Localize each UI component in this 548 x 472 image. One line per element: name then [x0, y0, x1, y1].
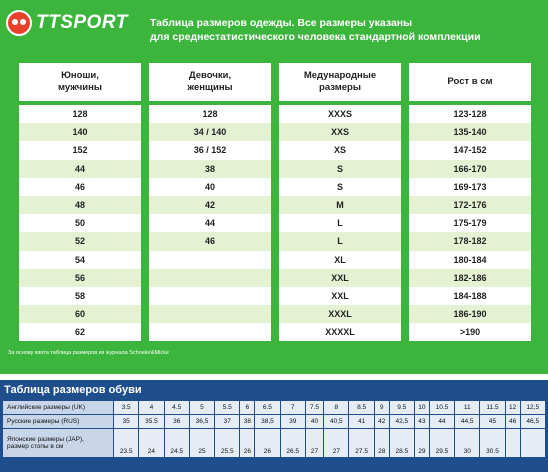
shoe-size-cell: 30.5	[480, 429, 504, 457]
table-cell: 135-140	[409, 123, 531, 141]
shoe-size-cell: 23.5	[114, 429, 138, 457]
table-cell: M	[279, 196, 401, 214]
shoe-size-cell: 35	[114, 415, 138, 428]
shoe-size-cell: 9	[375, 401, 389, 414]
column-cells	[149, 105, 271, 341]
table-cell: 166-170	[409, 160, 531, 178]
table-cell	[149, 269, 271, 287]
column-women	[149, 63, 271, 341]
column-cells	[409, 105, 531, 341]
table-cell: 34 / 140	[149, 123, 271, 141]
shoe-size-cell: 27	[324, 429, 348, 457]
table-cell: XXXXL	[279, 323, 401, 341]
shoe-size-cell: 24.5	[165, 429, 189, 457]
column-international	[279, 63, 401, 341]
shoe-size-cell: 7	[281, 401, 305, 414]
title-line-2: для среднестатистического человека стандартной комплекции	[150, 31, 481, 43]
table-cell: 123-128	[409, 105, 531, 123]
row-label: Английские размеры (UK)	[3, 401, 113, 414]
shoe-size-cell: 10.5	[430, 401, 454, 414]
shoe-row-jap	[3, 429, 545, 457]
shoe-row-uk	[3, 401, 545, 414]
table-cell: 50	[19, 214, 141, 232]
shoe-size-cell: 24	[139, 429, 163, 457]
table-cell: 175-179	[409, 214, 531, 232]
shoe-size-cell: 6	[240, 401, 254, 414]
clothing-size-table	[0, 48, 548, 374]
table-cell: 186-190	[409, 305, 531, 323]
table-cell: 44	[19, 160, 141, 178]
shoe-size-cell: 26.5	[281, 429, 305, 457]
table-cell: XXL	[279, 269, 401, 287]
shoe-size-cell: 38,5	[255, 415, 279, 428]
shoe-size-cell: 41	[349, 415, 373, 428]
table-cell: 169-173	[409, 178, 531, 196]
brand-logo	[6, 7, 128, 39]
column-men	[19, 63, 141, 341]
table-cell	[149, 287, 271, 305]
shoe-table-title: Таблица размеров обуви	[4, 384, 142, 396]
shoe-size-cell: 29.5	[430, 429, 454, 457]
table-cell: L	[279, 214, 401, 232]
table-cell: 128	[149, 105, 271, 123]
table-cell: XXL	[279, 287, 401, 305]
table-cell: 147-152	[409, 141, 531, 159]
table-cell: 60	[19, 305, 141, 323]
shoe-size-cell: 25	[190, 429, 214, 457]
table-cell: XXXL	[279, 305, 401, 323]
table-cell: 44	[149, 214, 271, 232]
shoe-size-cell: 7.5	[306, 401, 323, 414]
table-cell: XXXS	[279, 105, 401, 123]
table-cell: 46	[19, 178, 141, 196]
brand-name: TTSPORT	[36, 12, 128, 33]
table-cell: 46	[149, 232, 271, 250]
table-cell: 58	[19, 287, 141, 305]
shoe-size-cell: 28.5	[390, 429, 414, 457]
shoe-size-cell: 37	[215, 415, 239, 428]
table-cell: 178-182	[409, 232, 531, 250]
shoe-size-cell: 5	[190, 401, 214, 414]
table-cell: >190	[409, 323, 531, 341]
shoe-size-cell: 27	[306, 429, 323, 457]
row-label: Русские размеры (RUS)	[3, 415, 113, 428]
table-cell: 48	[19, 196, 141, 214]
column-header: Медународные размеры	[279, 63, 401, 101]
table-cell: 62	[19, 323, 141, 341]
shoe-size-cell: 25.5	[215, 429, 239, 457]
column-cells	[19, 105, 141, 341]
shoe-size-cell: 9.5	[390, 401, 414, 414]
table-cell: XS	[279, 141, 401, 159]
shoe-size-cell: 12	[506, 401, 520, 414]
table-cell: 36 / 152	[149, 141, 271, 159]
table-cell	[149, 323, 271, 341]
table-cell: 40	[149, 178, 271, 196]
table-cell: 56	[19, 269, 141, 287]
source-note: За основу взята таблица размеров из журнала Schoeler&Micke	[8, 350, 169, 356]
shoe-size-cell: 30	[455, 429, 479, 457]
shoe-size-cell: 11	[455, 401, 479, 414]
table-cell: L	[279, 232, 401, 250]
shoe-size-cell: 36	[165, 415, 189, 428]
column-height	[409, 63, 531, 341]
page-title	[150, 16, 481, 44]
table-cell: XL	[279, 251, 401, 269]
table-cell: 152	[19, 141, 141, 159]
shoe-size-cell: 42,5	[390, 415, 414, 428]
table-cell: 182-186	[409, 269, 531, 287]
shoe-size-cell	[506, 429, 520, 457]
shoe-size-cell: 6.5	[255, 401, 279, 414]
table-cell: 54	[19, 251, 141, 269]
shoe-size-cell: 39	[281, 415, 305, 428]
shoe-size-cell: 44	[430, 415, 454, 428]
column-header: Юноши, мужчины	[19, 63, 141, 101]
shoe-size-cell: 36,5	[190, 415, 214, 428]
shoe-size-cell: 26	[255, 429, 279, 457]
shoe-size-cell	[521, 429, 545, 457]
shoe-size-cell: 40,5	[324, 415, 348, 428]
title-line-1: Таблица размеров одежды. Все размеры указаны	[150, 17, 413, 29]
shoe-size-cell: 46,5	[521, 415, 545, 428]
column-cells	[279, 105, 401, 341]
shoe-size-cell: 8.5	[349, 401, 373, 414]
header-banner	[0, 0, 548, 48]
logo-mascot-icon	[6, 10, 32, 36]
shoe-size-cell: 8	[324, 401, 348, 414]
shoe-size-cell: 11.5	[480, 401, 504, 414]
shoe-size-cell: 42	[375, 415, 389, 428]
table-cell: 180-184	[409, 251, 531, 269]
shoe-size-cell: 29	[415, 429, 429, 457]
shoe-size-cell: 4	[139, 401, 163, 414]
shoe-size-cell: 5.5	[215, 401, 239, 414]
shoe-size-cell: 40	[306, 415, 323, 428]
column-header: Девочки, женщины	[149, 63, 271, 101]
table-cell: 52	[19, 232, 141, 250]
shoe-size-cell: 10	[415, 401, 429, 414]
shoe-size-section	[0, 380, 548, 472]
shoe-size-cell: 46	[506, 415, 520, 428]
shoe-size-cell: 4.5	[165, 401, 189, 414]
shoe-size-cell: 38	[240, 415, 254, 428]
shoe-size-table	[2, 400, 546, 458]
shoe-row-rus	[3, 415, 545, 428]
table-cell: S	[279, 178, 401, 196]
table-cell	[149, 251, 271, 269]
table-cell: 172-176	[409, 196, 531, 214]
column-header: Рост в см	[409, 63, 531, 101]
table-cell: S	[279, 160, 401, 178]
table-cell	[149, 305, 271, 323]
table-cell: 38	[149, 160, 271, 178]
shoe-size-cell: 43	[415, 415, 429, 428]
table-cell: XXS	[279, 123, 401, 141]
shoe-size-cell: 35.5	[139, 415, 163, 428]
shoe-size-cell: 26	[240, 429, 254, 457]
shoe-size-cell: 27.5	[349, 429, 373, 457]
table-cell: 184-188	[409, 287, 531, 305]
shoe-size-cell: 12,5	[521, 401, 545, 414]
row-label: Японские размеры (JAP), размер стопы в см	[3, 429, 113, 457]
shoe-size-cell: 44,5	[455, 415, 479, 428]
shoe-size-cell: 3.5	[114, 401, 138, 414]
table-cell: 128	[19, 105, 141, 123]
shoe-size-cell: 45	[480, 415, 504, 428]
table-cell: 42	[149, 196, 271, 214]
table-cell: 140	[19, 123, 141, 141]
shoe-size-cell: 28	[375, 429, 389, 457]
